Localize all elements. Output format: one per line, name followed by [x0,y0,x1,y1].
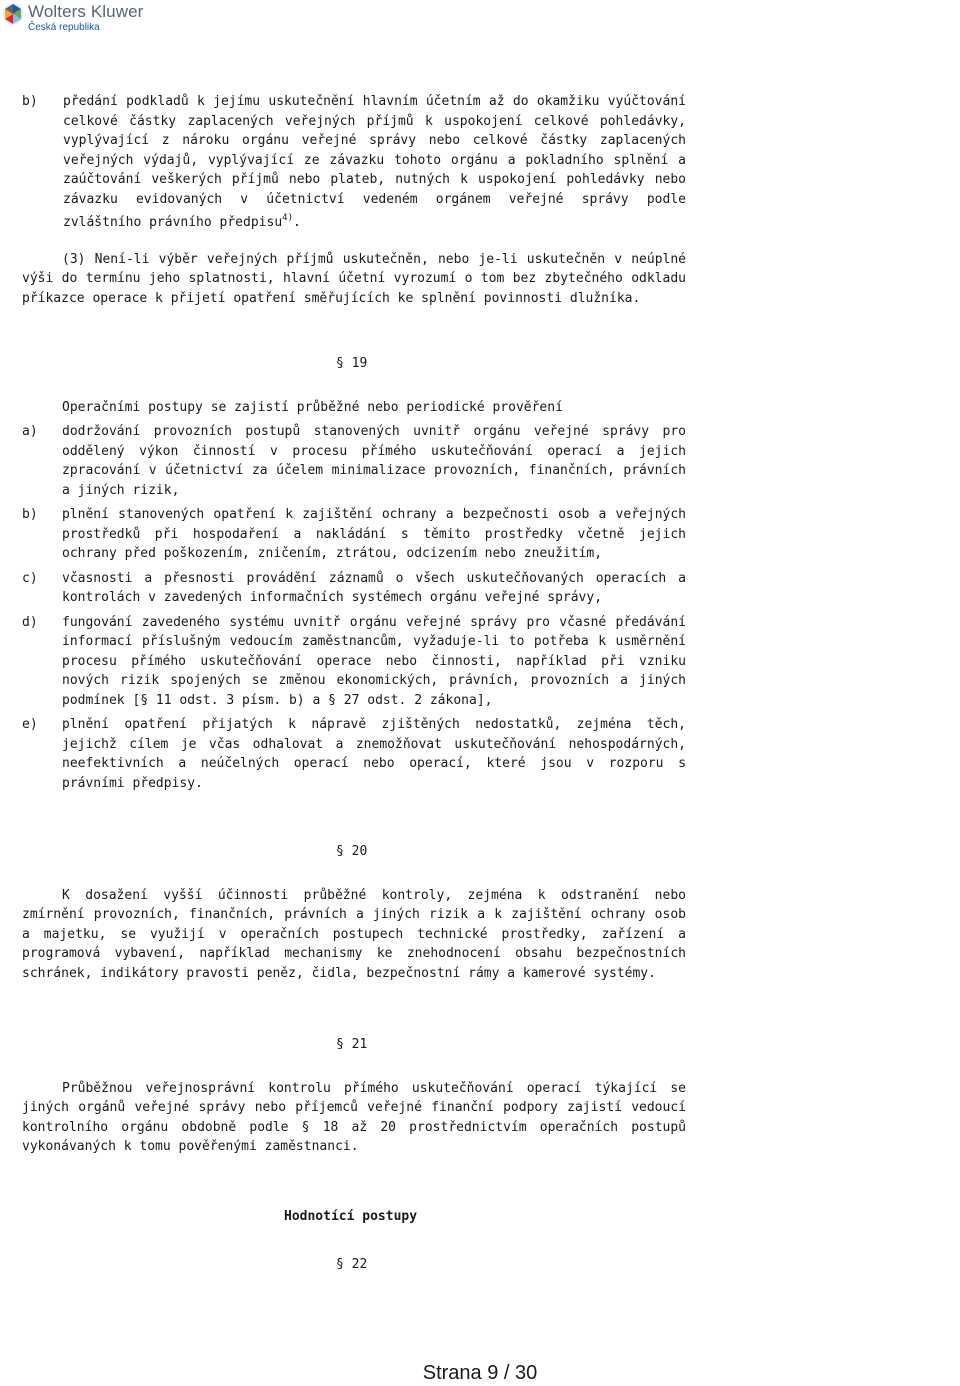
list-item [22,715,686,793]
list-item [22,422,686,500]
list-item-label: d) [22,614,38,630]
list-item-text: plnění opatření přijatých k nápravě zjištěných nedostatků, zejména těch, jejichž cílem je včas odhalovat a znemožňovat uskutečňování nehospodárných, neefektivních a neúčelných operací nebo operací, které jsou v rozporu s právními předpisy. [62,717,686,791]
brand-subtitle: Česká republika [28,22,100,33]
section-20-title: § 20 [336,844,368,859]
list-item-label: b) [22,507,38,522]
section-19-intro: Operačními postupy se zajistí průběžné nebo periodické prověření [62,399,563,415]
list-item-label: e) [22,717,38,732]
brand-logo [2,3,143,33]
list-item [22,613,686,711]
list-item-text: dodržování provozních postupů stanovených uvnitř orgánu veřejné správy pro oddělený výkon činností v procesu přímého uskutečňování operací a jejich zpracování v účetnictví za účelem minimalizace provozních, finančních, právních a jiných rizik, [62,424,686,498]
page-number: Strana 9 / 30 [422,1362,538,1384]
list-item [22,569,686,608]
section-21-title: § 21 [336,1037,368,1052]
list-item [22,505,686,564]
brand-name: Wolters Kluwer [28,2,144,21]
list-item-text: plnění stanovených opatření k zajištění ochrany a bezpečnosti osob a veřejných prostředků při hospodaření a nakládání s těmito prostředky včetně jejich ochrany před poškozením, zničením, ztrátou, odcizením nebo zneužitím, [62,507,686,561]
section-21-text: Průběžnou veřejnosprávní kontrolu přímého uskutečňování operací týkající se jiných orgánů veřejné správy nebo příjemců veřejné finanční podpory zajistí vedoucí kontrolního orgánu obdobně podle § 18 až 20 prostřednictvím operačních postupů vykonávaných k tomu pověřenými zaměstnanci. [22,1080,686,1154]
list-item-text: včasnosti a přesnosti provádění záznamů o všech uskutečňovaných operacích a kontrolách v zavedených informačních systémech orgánu veřejné správy, [62,570,686,605]
sentence-end: . [293,215,301,230]
section-20-text: K dosažení vyšší účinnosti průběžné kontroly, zejména k odstranění nebo zmírnění provozních, finančních, právních a jiných rizik a k zajištění ochrany osob a majetku, se využijí v operačních postupech technické prostředky, zařízení a programová vybavení, například mechanismy ke znehodnocení obsahu bezpečnostních schránek, indikátory pravosti peněz, čidla, bezpečnostní rámy a kamerové systémy. [22,887,686,981]
list-item-text: fungování zavedeného systému uvnitř orgánu veřejné správy pro včasné předávání informací příslušným vedoucím zaměstnancům, vyžaduje-li to potřeba k usměrnění procesu přímého uskutečňování operace nebo činnosti, například při vzniku nových rizik spojených se změnou ekonomických, právních, provozních a jiných podmínek [§ 11 odst. 3 písm. b) a § 27 odst. 2 zákona], [62,614,686,708]
section-22-title: § 22 [336,1257,368,1272]
list-item-b [22,92,686,233]
list-item-label: b) [22,94,38,109]
list-item-text [63,92,686,233]
list-item-label: a) [22,424,38,439]
section-19-title: § 19 [336,356,368,371]
paragraph-3: (3) Není-li výběr veřejných příjmů uskutečněn, nebo je-li uskutečněn v neúplné výši do termínu jeho splatnosti, hlavní účetní vyrozumí o tom bez zbytečného odkladu příkazce operace k přijetí opatření směřujících ke splnění povinnosti dlužníka. [22,251,686,306]
list-item-label: c) [22,570,38,586]
footnote-ref[interactable]: 4) [282,213,293,223]
list-item-body: předání podkladů k jejímu uskutečnění hlavním účetním až do okamžiku vyúčtování celkové částky zaplacených veřejných příjmů k uspokojení celkové pohledávky, vyplývající z nároku orgánu veřejné správy nebo celkové částky zaplacených veřejných výdajů, vyplývající ze závazku tohoto orgánu a pokladního splnění a zaúčtování veškerých příjmů nebo plateb, nutných k uspokojení pohledávky nebo závazku evidovaných v účetnictví vedeném orgánem veřejné správy podle zvláštního právního předpisu [63,94,686,230]
heading-hodnotici-postupy: Hodnotící postupy [284,1208,418,1224]
section-19-list [22,422,686,793]
document-body [22,92,686,1275]
wolters-kluwer-emblem-icon [2,3,24,25]
